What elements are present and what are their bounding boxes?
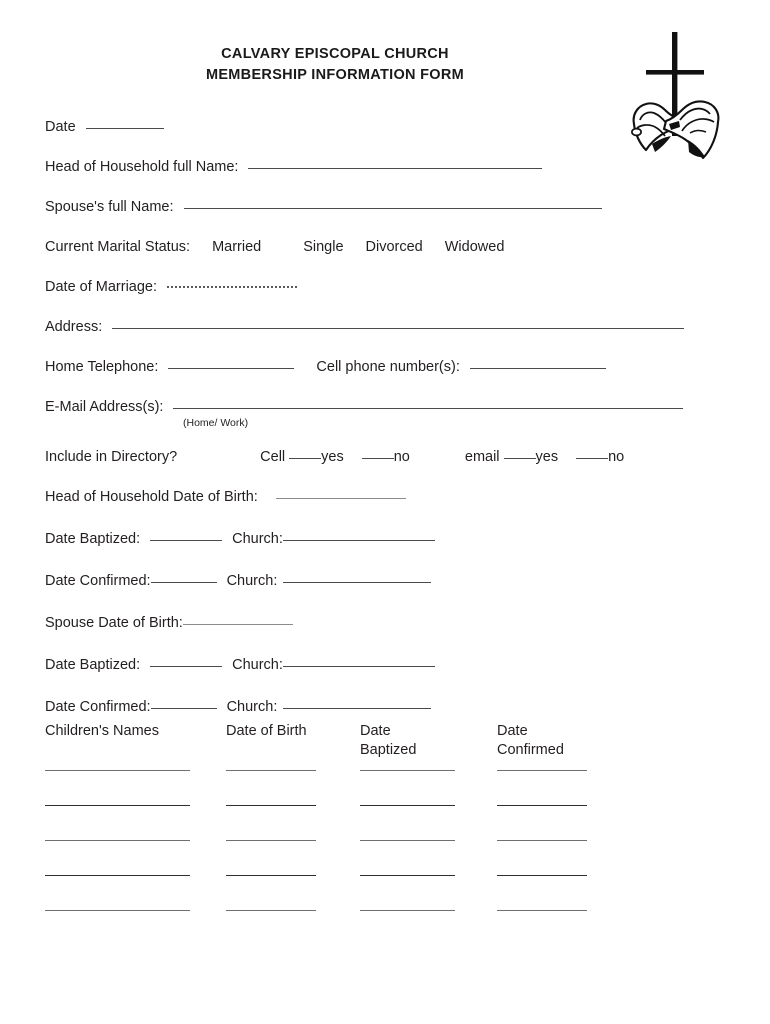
children-cell-date-baptized	[360, 875, 497, 910]
field-spouse-date-confirmed	[45, 698, 725, 716]
head-of-household-label: Head of Household full Name:	[45, 159, 239, 175]
hoh-dob-label: Head of Household Date of Birth:	[45, 489, 258, 505]
children-input-rule-date-confirmed[interactable]	[497, 840, 587, 841]
hoh-date-baptized-input-rule[interactable]	[150, 540, 222, 541]
hoh-baptized-church-input-rule[interactable]	[283, 540, 435, 541]
children-input-rule-date-baptized[interactable]	[360, 840, 455, 841]
spouse-confirmed-church-label: Church:	[226, 699, 278, 715]
spouse-baptized-church-input-rule[interactable]	[283, 666, 435, 667]
page-title	[130, 44, 540, 86]
cell-phone-input-rule[interactable]	[470, 368, 606, 369]
children-cell-date-baptized	[360, 770, 497, 805]
children-column-date-of-birth	[226, 722, 360, 760]
field-date-of-marriage	[45, 278, 725, 296]
spouse-date-confirmed-label: Date Confirmed:	[45, 699, 151, 715]
children-cell-name	[45, 875, 226, 910]
address-label: Address:	[45, 319, 103, 335]
children-column-date-baptized	[360, 722, 497, 760]
children-column-date-confirmed	[497, 722, 627, 760]
field-include-in-directory	[45, 448, 725, 466]
children-column-dob-line-1: Date of Birth	[226, 723, 307, 739]
field-phones	[45, 358, 725, 376]
children-table-row	[45, 875, 645, 910]
email-label: E-Mail Address(s):	[45, 399, 164, 415]
spouse-dob-input-rule[interactable]	[183, 624, 293, 625]
date-label: Date	[45, 119, 76, 135]
children-cell-date-confirmed	[497, 805, 627, 840]
children-column-names	[45, 722, 226, 760]
directory-cell-label: Cell	[260, 449, 286, 465]
email-input-rule[interactable]	[173, 408, 683, 409]
spouse-date-baptized-input-rule[interactable]	[150, 666, 222, 667]
children-input-rule-date-baptized[interactable]	[360, 805, 455, 806]
spouse-baptized-church-label: Church:	[232, 657, 283, 673]
hoh-date-confirmed-input-rule[interactable]	[151, 582, 217, 583]
hoh-confirmed-church-label: Church:	[226, 573, 278, 589]
date-input-rule[interactable]	[86, 128, 164, 129]
directory-email-no-rule[interactable]	[576, 458, 608, 459]
field-hoh-date-baptized	[45, 530, 725, 548]
children-input-rule-date-baptized[interactable]	[360, 770, 455, 771]
field-date	[45, 118, 725, 136]
field-email	[45, 398, 725, 416]
children-cell-date-baptized	[360, 805, 497, 840]
children-cell-date-of-birth	[226, 910, 360, 945]
children-table-rows	[45, 770, 645, 945]
children-table-header	[45, 722, 645, 760]
children-input-rule-date-baptized[interactable]	[360, 910, 455, 911]
field-hoh-date-confirmed	[45, 572, 725, 590]
children-column-confirmed-line-1: Date	[497, 723, 528, 739]
children-cell-name	[45, 805, 226, 840]
children-input-rule-date-of-birth[interactable]	[226, 770, 316, 771]
children-cell-date-confirmed	[497, 770, 627, 805]
children-cell-name	[45, 770, 226, 805]
children-cell-name	[45, 840, 226, 875]
marital-option-divorced[interactable]: Divorced	[365, 239, 423, 255]
children-input-rule-date-of-birth[interactable]	[226, 910, 316, 911]
children-cell-date-of-birth	[226, 805, 360, 840]
children-input-rule-date-confirmed[interactable]	[497, 875, 587, 876]
marital-status-label: Current Marital Status:	[45, 239, 191, 255]
children-input-rule-name[interactable]	[45, 840, 190, 841]
field-address	[45, 318, 725, 336]
children-table-row	[45, 910, 645, 945]
spouse-dob-label: Spouse Date of Birth:	[45, 615, 183, 631]
hoh-baptized-church-label: Church:	[232, 531, 283, 547]
children-cell-date-confirmed	[497, 875, 627, 910]
children-input-rule-date-confirmed[interactable]	[497, 805, 587, 806]
children-input-rule-name[interactable]	[45, 875, 190, 876]
directory-label: Include in Directory?	[45, 449, 178, 465]
children-input-rule-name[interactable]	[45, 770, 190, 771]
directory-cell-yes-label: yes	[321, 449, 344, 465]
title-line-2: MEMBERSHIP INFORMATION FORM	[205, 67, 465, 83]
children-cell-date-confirmed	[497, 840, 627, 875]
children-table-row	[45, 805, 645, 840]
spouse-name-label: Spouse's full Name:	[45, 199, 174, 215]
children-table-row	[45, 840, 645, 875]
email-subnote: (Home/ Work)	[183, 417, 249, 429]
marital-option-single[interactable]: Single	[303, 239, 344, 255]
children-input-rule-date-of-birth[interactable]	[226, 805, 316, 806]
children-input-rule-date-of-birth[interactable]	[226, 840, 316, 841]
children-column-names-line-1: Children's Names	[45, 723, 159, 739]
spouse-name-input-rule[interactable]	[184, 208, 602, 209]
children-cell-date-of-birth	[226, 770, 360, 805]
children-cell-date-baptized	[360, 840, 497, 875]
children-cell-date-confirmed	[497, 910, 627, 945]
head-of-household-input-rule[interactable]	[248, 168, 542, 169]
marital-option-married[interactable]: Married	[212, 239, 262, 255]
children-input-rule-date-of-birth[interactable]	[226, 875, 316, 876]
children-input-rule-name[interactable]	[45, 805, 190, 806]
date-of-marriage-label: Date of Marriage:	[45, 279, 158, 295]
spouse-confirmed-church-input-rule[interactable]	[283, 708, 431, 709]
field-head-of-household-name	[45, 158, 725, 176]
children-input-rule-name[interactable]	[45, 910, 190, 911]
field-spouse-name	[45, 198, 725, 216]
field-marital-status	[45, 238, 725, 256]
children-column-baptized-line-1: Date	[360, 723, 391, 739]
children-cell-date-baptized	[360, 910, 497, 945]
hoh-dob-input-rule[interactable]	[276, 498, 406, 499]
hoh-date-confirmed-label: Date Confirmed:	[45, 573, 151, 589]
children-column-confirmed-line-2: Confirmed	[497, 742, 564, 758]
children-cell-date-of-birth	[226, 875, 360, 910]
directory-email-yes-rule[interactable]	[504, 458, 536, 459]
field-hoh-date-of-birth	[45, 488, 725, 506]
directory-email-yes-label: yes	[535, 449, 559, 465]
directory-email-label: email	[464, 449, 500, 465]
hoh-confirmed-church-input-rule[interactable]	[283, 582, 431, 583]
title-line-1: CALVARY EPISCOPAL CHURCH	[221, 46, 449, 62]
directory-cell-yes-rule[interactable]	[289, 458, 321, 459]
children-cell-date-of-birth	[226, 840, 360, 875]
field-spouse-date-baptized	[45, 656, 725, 674]
children-input-rule-date-baptized[interactable]	[360, 875, 455, 876]
spouse-date-confirmed-input-rule[interactable]	[151, 708, 217, 709]
directory-cell-no-label: no	[393, 449, 410, 465]
children-table	[45, 722, 645, 945]
children-input-rule-date-confirmed[interactable]	[497, 770, 587, 771]
address-input-rule[interactable]	[112, 328, 684, 329]
form-fields	[45, 118, 725, 716]
children-table-row	[45, 770, 645, 805]
children-column-baptized-line-2: Baptized	[360, 742, 417, 758]
home-telephone-input-rule[interactable]	[168, 368, 294, 369]
date-of-marriage-input-rule[interactable]	[167, 286, 297, 288]
children-input-rule-date-confirmed[interactable]	[497, 910, 587, 911]
hoh-date-baptized-label: Date Baptized:	[45, 531, 141, 547]
field-spouse-date-of-birth	[45, 614, 725, 632]
cell-phone-label: Cell phone number(s):	[316, 359, 460, 375]
children-cell-name	[45, 910, 226, 945]
spouse-date-baptized-label: Date Baptized:	[45, 657, 141, 673]
directory-email-no-label: no	[608, 449, 625, 465]
marital-option-widowed[interactable]: Widowed	[444, 239, 505, 255]
directory-cell-no-rule[interactable]	[362, 458, 394, 459]
home-telephone-label: Home Telephone:	[45, 359, 159, 375]
